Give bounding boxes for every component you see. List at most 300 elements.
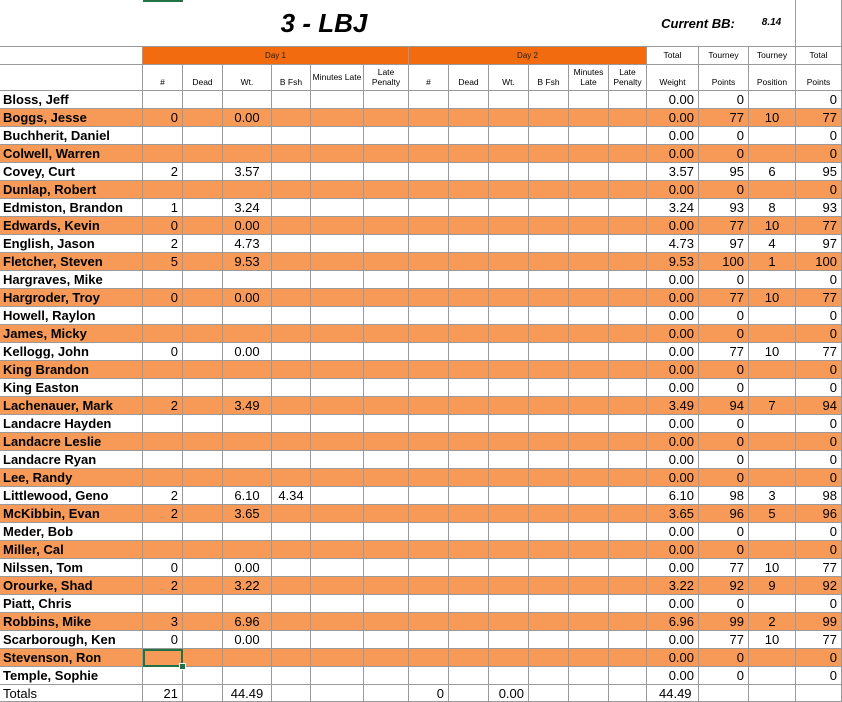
dead-cell[interactable] <box>183 145 223 163</box>
total-weight-cell[interactable]: 0.00 <box>647 379 699 397</box>
total-points-cell[interactable]: 99 <box>796 613 842 631</box>
late-penalty-cell-day2[interactable] <box>609 451 647 469</box>
minutes-late-cell[interactable] <box>311 91 364 109</box>
fish-count-day2[interactable] <box>409 559 449 577</box>
dead-cell[interactable] <box>183 343 223 361</box>
big-fish-cell[interactable] <box>272 631 311 649</box>
big-fish-cell-day2[interactable] <box>529 649 569 667</box>
tourney-points-cell[interactable]: 92 <box>699 577 749 595</box>
minutes-late-cell-day2[interactable] <box>569 181 609 199</box>
weight-cell-day2[interactable] <box>489 325 529 343</box>
late-penalty-cell[interactable] <box>364 667 409 685</box>
tourney-points-cell[interactable]: 0 <box>699 595 749 613</box>
fish-count-day2[interactable] <box>409 397 449 415</box>
totals-fish-count-day2[interactable]: 0 <box>409 685 449 702</box>
minutes-late-cell[interactable] <box>311 649 364 667</box>
minutes-late-cell-day2[interactable] <box>569 325 609 343</box>
late-penalty-cell[interactable] <box>364 649 409 667</box>
big-fish-cell[interactable] <box>272 541 311 559</box>
weight-cell[interactable]: 0.00 <box>223 631 272 649</box>
fish-count-day2[interactable] <box>409 271 449 289</box>
fish-count[interactable]: 2 <box>143 235 183 253</box>
weight-cell-day2[interactable] <box>489 361 529 379</box>
late-penalty-cell-day2[interactable] <box>609 487 647 505</box>
fish-count-day2[interactable] <box>409 541 449 559</box>
tourney-points-cell[interactable]: 99 <box>699 613 749 631</box>
weight-cell-day2[interactable] <box>489 163 529 181</box>
minutes-late-cell-day2[interactable] <box>569 649 609 667</box>
big-fish-cell[interactable] <box>272 559 311 577</box>
tourney-position-cell[interactable]: 5 <box>749 505 796 523</box>
total-points-cell[interactable]: 97 <box>796 235 842 253</box>
weight-cell[interactable]: 3.65 <box>223 505 272 523</box>
total-weight-cell[interactable]: 0.00 <box>647 559 699 577</box>
weight-cell-day2[interactable] <box>489 235 529 253</box>
fish-count-day2[interactable] <box>409 217 449 235</box>
total-weight-cell[interactable]: 0.00 <box>647 217 699 235</box>
big-fish-cell[interactable] <box>272 523 311 541</box>
weight-cell[interactable]: 0.00 <box>223 343 272 361</box>
tourney-position-cell[interactable] <box>749 469 796 487</box>
big-fish-cell[interactable] <box>272 433 311 451</box>
dead-cell-day2[interactable] <box>449 649 489 667</box>
player-name[interactable]: Miller, Cal <box>0 541 143 559</box>
big-fish-cell[interactable] <box>272 343 311 361</box>
fish-count[interactable]: 0 <box>143 217 183 235</box>
fish-count-day2[interactable] <box>409 667 449 685</box>
total-points-cell[interactable]: 0 <box>796 325 842 343</box>
minutes-late-cell-day2[interactable] <box>569 199 609 217</box>
tourney-position-cell[interactable]: 9 <box>749 577 796 595</box>
late-penalty-cell[interactable] <box>364 559 409 577</box>
tourney-points-cell[interactable]: 0 <box>699 451 749 469</box>
minutes-late-cell[interactable] <box>311 451 364 469</box>
fish-count-day2[interactable] <box>409 307 449 325</box>
late-penalty-cell[interactable] <box>364 613 409 631</box>
current-bb-value[interactable]: 8.14 <box>748 0 796 47</box>
tourney-position-cell[interactable] <box>749 325 796 343</box>
dead-cell[interactable] <box>183 667 223 685</box>
tourney-position-cell[interactable] <box>749 451 796 469</box>
tourney-points-cell[interactable]: 77 <box>699 289 749 307</box>
big-fish-cell-day2[interactable] <box>529 253 569 271</box>
late-penalty-cell-day2[interactable] <box>609 271 647 289</box>
dead-cell[interactable] <box>183 541 223 559</box>
col-header-minutes-late-day2[interactable]: Minutes Late <box>569 65 609 91</box>
total-points-cell[interactable]: 0 <box>796 145 842 163</box>
tourney-position-cell[interactable]: 10 <box>749 109 796 127</box>
minutes-late-cell[interactable] <box>311 595 364 613</box>
big-fish-cell[interactable] <box>272 379 311 397</box>
dead-cell-day2[interactable] <box>449 541 489 559</box>
total-weight-cell[interactable]: 3.57 <box>647 163 699 181</box>
big-fish-cell-day2[interactable] <box>529 397 569 415</box>
dead-cell-day2[interactable] <box>449 163 489 181</box>
empty-cell[interactable] <box>796 0 842 47</box>
weight-cell-day2[interactable] <box>489 595 529 613</box>
tourney-points-cell[interactable]: 77 <box>699 343 749 361</box>
dead-cell[interactable] <box>183 307 223 325</box>
tourney-points-cell[interactable]: 77 <box>699 217 749 235</box>
minutes-late-cell-day2[interactable] <box>569 145 609 163</box>
player-name[interactable]: Bloss, Jeff <box>0 91 143 109</box>
minutes-late-cell[interactable] <box>311 667 364 685</box>
weight-cell[interactable]: 4.73 <box>223 235 272 253</box>
big-fish-cell-day2[interactable] <box>529 631 569 649</box>
tourney-points-cell[interactable]: 0 <box>699 649 749 667</box>
dead-cell-day2[interactable] <box>449 487 489 505</box>
big-fish-cell[interactable]: 4.34 <box>272 487 311 505</box>
big-fish-cell-day2[interactable] <box>529 577 569 595</box>
late-penalty-cell-day2[interactable] <box>609 361 647 379</box>
total-weight-cell[interactable]: 3.24 <box>647 199 699 217</box>
fish-count[interactable] <box>143 325 183 343</box>
dead-cell[interactable] <box>183 595 223 613</box>
tourney-position-cell[interactable]: 7 <box>749 397 796 415</box>
fish-count-day2[interactable] <box>409 433 449 451</box>
weight-cell[interactable]: 6.96 <box>223 613 272 631</box>
tourney-position-cell[interactable] <box>749 541 796 559</box>
fish-count-day2[interactable] <box>409 523 449 541</box>
fish-count-day2[interactable] <box>409 163 449 181</box>
total-points-cell[interactable]: 0 <box>796 649 842 667</box>
weight-cell-day2[interactable] <box>489 307 529 325</box>
empty-cell[interactable] <box>569 685 609 702</box>
empty-cell[interactable] <box>609 685 647 702</box>
empty-cell[interactable] <box>272 685 311 702</box>
big-fish-cell-day2[interactable] <box>529 595 569 613</box>
fish-count[interactable]: 2 <box>143 163 183 181</box>
late-penalty-cell[interactable] <box>364 469 409 487</box>
dead-cell[interactable] <box>183 415 223 433</box>
weight-cell-day2[interactable] <box>489 505 529 523</box>
big-fish-cell-day2[interactable] <box>529 361 569 379</box>
late-penalty-cell[interactable] <box>364 451 409 469</box>
big-fish-cell[interactable] <box>272 325 311 343</box>
tourney-position-cell[interactable]: 10 <box>749 559 796 577</box>
big-fish-cell-day2[interactable] <box>529 667 569 685</box>
late-penalty-cell-day2[interactable] <box>609 199 647 217</box>
fish-count[interactable] <box>143 271 183 289</box>
late-penalty-cell-day2[interactable] <box>609 91 647 109</box>
fish-count[interactable]: 0 <box>143 559 183 577</box>
big-fish-cell-day2[interactable] <box>529 307 569 325</box>
minutes-late-cell-day2[interactable] <box>569 613 609 631</box>
weight-cell[interactable] <box>223 325 272 343</box>
total-weight-cell[interactable]: 0.00 <box>647 361 699 379</box>
dead-cell[interactable] <box>183 451 223 469</box>
weight-cell-day2[interactable] <box>489 145 529 163</box>
dead-cell-day2[interactable] <box>449 91 489 109</box>
weight-cell[interactable] <box>223 415 272 433</box>
totals-weight[interactable]: 44.49 <box>223 685 272 702</box>
fish-count[interactable] <box>143 145 183 163</box>
minutes-late-cell-day2[interactable] <box>569 631 609 649</box>
dead-cell-day2[interactable] <box>449 127 489 145</box>
tourney-points-cell[interactable]: 0 <box>699 325 749 343</box>
dead-cell[interactable] <box>183 181 223 199</box>
weight-cell[interactable] <box>223 145 272 163</box>
weight-cell[interactable] <box>223 667 272 685</box>
total-points-cell[interactable]: 0 <box>796 469 842 487</box>
dead-cell[interactable] <box>183 361 223 379</box>
minutes-late-cell-day2[interactable] <box>569 343 609 361</box>
total-weight-cell[interactable]: 3.49 <box>647 397 699 415</box>
minutes-late-cell-day2[interactable] <box>569 217 609 235</box>
big-fish-cell[interactable] <box>272 667 311 685</box>
tourney-position-cell[interactable] <box>749 91 796 109</box>
big-fish-cell-day2[interactable] <box>529 523 569 541</box>
minutes-late-cell-day2[interactable] <box>569 577 609 595</box>
total-points-cell[interactable]: 0 <box>796 379 842 397</box>
late-penalty-cell-day2[interactable] <box>609 289 647 307</box>
dead-cell-day2[interactable] <box>449 217 489 235</box>
fish-count-day2[interactable] <box>409 145 449 163</box>
total-points-cell[interactable]: 0 <box>796 541 842 559</box>
tourney-position-group-header[interactable]: Tourney <box>749 47 796 65</box>
total-weight-cell[interactable]: 0.00 <box>647 325 699 343</box>
weight-cell-day2[interactable] <box>489 487 529 505</box>
minutes-late-cell[interactable] <box>311 145 364 163</box>
col-header-weight[interactable]: Wt. <box>223 65 272 91</box>
minutes-late-cell-day2[interactable] <box>569 397 609 415</box>
player-name[interactable]: Fletcher, Steven <box>0 253 143 271</box>
minutes-late-cell[interactable] <box>311 199 364 217</box>
late-penalty-cell[interactable] <box>364 217 409 235</box>
player-name[interactable]: Edwards, Kevin <box>0 217 143 235</box>
late-penalty-cell-day2[interactable] <box>609 145 647 163</box>
big-fish-cell-day2[interactable] <box>529 145 569 163</box>
total-points-cell[interactable]: 77 <box>796 559 842 577</box>
totals-total-weight[interactable]: 44.49 <box>647 685 699 702</box>
late-penalty-cell[interactable] <box>364 109 409 127</box>
minutes-late-cell-day2[interactable] <box>569 271 609 289</box>
minutes-late-cell-day2[interactable] <box>569 667 609 685</box>
total-weight-cell[interactable]: 6.96 <box>647 613 699 631</box>
fish-count-day2[interactable] <box>409 181 449 199</box>
tourney-points-cell[interactable]: 0 <box>699 307 749 325</box>
late-penalty-cell[interactable] <box>364 271 409 289</box>
total-points-cell[interactable]: 0 <box>796 433 842 451</box>
tourney-position-cell[interactable] <box>749 595 796 613</box>
late-penalty-cell-day2[interactable] <box>609 343 647 361</box>
minutes-late-cell[interactable] <box>311 325 364 343</box>
total-points-cell[interactable]: 100 <box>796 253 842 271</box>
big-fish-cell[interactable] <box>272 163 311 181</box>
late-penalty-cell-day2[interactable] <box>609 433 647 451</box>
fish-count-day2[interactable] <box>409 109 449 127</box>
total-weight-cell[interactable]: 0.00 <box>647 307 699 325</box>
dead-cell-day2[interactable] <box>449 451 489 469</box>
total-weight-cell[interactable]: 0.00 <box>647 433 699 451</box>
late-penalty-cell[interactable] <box>364 379 409 397</box>
minutes-late-cell[interactable] <box>311 469 364 487</box>
fish-count[interactable]: 3 <box>143 613 183 631</box>
totals-weight-day2[interactable]: 0.00 <box>489 685 529 702</box>
late-penalty-cell[interactable] <box>364 595 409 613</box>
player-name[interactable]: Scarborough, Ken <box>0 631 143 649</box>
weight-cell[interactable] <box>223 649 272 667</box>
tourney-points-cell[interactable]: 0 <box>699 541 749 559</box>
col-header-total-weight[interactable]: Weight <box>647 65 699 91</box>
fish-count[interactable] <box>143 415 183 433</box>
big-fish-cell[interactable] <box>272 145 311 163</box>
minutes-late-cell-day2[interactable] <box>569 451 609 469</box>
minutes-late-cell[interactable] <box>311 109 364 127</box>
dead-cell[interactable] <box>183 577 223 595</box>
totals-fish-count[interactable]: 21 <box>143 685 183 702</box>
late-penalty-cell-day2[interactable] <box>609 595 647 613</box>
big-fish-cell[interactable] <box>272 577 311 595</box>
dead-cell[interactable] <box>183 199 223 217</box>
total-points-cell[interactable]: 0 <box>796 451 842 469</box>
fish-count-day2[interactable] <box>409 289 449 307</box>
dead-cell-day2[interactable] <box>449 379 489 397</box>
late-penalty-cell-day2[interactable] <box>609 559 647 577</box>
total-weight-cell[interactable]: 6.10 <box>647 487 699 505</box>
tourney-position-cell[interactable] <box>749 145 796 163</box>
fish-count-day2[interactable] <box>409 631 449 649</box>
fish-count-day2[interactable] <box>409 415 449 433</box>
big-fish-cell[interactable] <box>272 649 311 667</box>
dead-cell[interactable] <box>183 505 223 523</box>
big-fish-cell[interactable] <box>272 307 311 325</box>
weight-cell[interactable] <box>223 595 272 613</box>
total-weight-group-header[interactable]: Total <box>647 47 699 65</box>
total-points-cell[interactable]: 94 <box>796 397 842 415</box>
fish-count[interactable]: 0 <box>143 109 183 127</box>
weight-cell-day2[interactable] <box>489 109 529 127</box>
tourney-points-cell[interactable]: 0 <box>699 145 749 163</box>
late-penalty-cell[interactable] <box>364 505 409 523</box>
total-weight-cell[interactable]: 0.00 <box>647 109 699 127</box>
fish-count-day2[interactable] <box>409 379 449 397</box>
minutes-late-cell[interactable] <box>311 577 364 595</box>
fish-count[interactable] <box>143 379 183 397</box>
total-weight-cell[interactable]: 0.00 <box>647 343 699 361</box>
late-penalty-cell[interactable] <box>364 541 409 559</box>
player-name[interactable]: Edmiston, Brandon <box>0 199 143 217</box>
fish-count[interactable]: 5 <box>143 253 183 271</box>
total-points-group-header[interactable]: Total <box>796 47 842 65</box>
fish-count[interactable]: 0 <box>143 289 183 307</box>
dead-cell-day2[interactable] <box>449 145 489 163</box>
late-penalty-cell[interactable] <box>364 325 409 343</box>
tourney-points-cell[interactable]: 77 <box>699 559 749 577</box>
dead-cell-day2[interactable] <box>449 613 489 631</box>
big-fish-cell-day2[interactable] <box>529 217 569 235</box>
minutes-late-cell[interactable] <box>311 163 364 181</box>
dead-cell[interactable] <box>183 523 223 541</box>
minutes-late-cell[interactable] <box>311 379 364 397</box>
total-weight-cell[interactable]: 0.00 <box>647 649 699 667</box>
fish-count[interactable]: 2 <box>143 505 183 523</box>
big-fish-cell[interactable] <box>272 469 311 487</box>
weight-cell-day2[interactable] <box>489 451 529 469</box>
weight-cell[interactable] <box>223 469 272 487</box>
weight-cell-day2[interactable] <box>489 253 529 271</box>
minutes-late-cell[interactable] <box>311 217 364 235</box>
player-name[interactable]: Lee, Randy <box>0 469 143 487</box>
player-name[interactable]: English, Jason <box>0 235 143 253</box>
late-penalty-cell-day2[interactable] <box>609 163 647 181</box>
fill-handle[interactable] <box>179 663 186 670</box>
minutes-late-cell-day2[interactable] <box>569 523 609 541</box>
late-penalty-cell-day2[interactable] <box>609 253 647 271</box>
weight-cell[interactable]: 3.57 <box>223 163 272 181</box>
weight-cell[interactable] <box>223 361 272 379</box>
big-fish-cell-day2[interactable] <box>529 271 569 289</box>
late-penalty-cell[interactable] <box>364 415 409 433</box>
tourney-position-cell[interactable]: 10 <box>749 343 796 361</box>
minutes-late-cell-day2[interactable] <box>569 361 609 379</box>
late-penalty-cell-day2[interactable] <box>609 217 647 235</box>
minutes-late-cell-day2[interactable] <box>569 109 609 127</box>
fish-count-day2[interactable] <box>409 649 449 667</box>
big-fish-cell[interactable] <box>272 361 311 379</box>
minutes-late-cell-day2[interactable] <box>569 433 609 451</box>
weight-cell-day2[interactable] <box>489 523 529 541</box>
col-header-dead[interactable]: Dead <box>183 65 223 91</box>
col-header-weight-day2[interactable]: Wt. <box>489 65 529 91</box>
big-fish-cell[interactable] <box>272 451 311 469</box>
fish-count-day2[interactable] <box>409 487 449 505</box>
dead-cell[interactable] <box>183 127 223 145</box>
big-fish-cell-day2[interactable] <box>529 163 569 181</box>
big-fish-cell[interactable] <box>272 181 311 199</box>
weight-cell[interactable]: 3.24 <box>223 199 272 217</box>
player-name[interactable]: Kellogg, John <box>0 343 143 361</box>
minutes-late-cell[interactable] <box>311 433 364 451</box>
weight-cell[interactable] <box>223 379 272 397</box>
dead-cell-day2[interactable] <box>449 595 489 613</box>
tourney-position-cell[interactable] <box>749 127 796 145</box>
fish-count-day2[interactable] <box>409 343 449 361</box>
late-penalty-cell-day2[interactable] <box>609 667 647 685</box>
minutes-late-cell[interactable] <box>311 523 364 541</box>
late-penalty-cell-day2[interactable] <box>609 631 647 649</box>
player-name[interactable]: Howell, Raylon <box>0 307 143 325</box>
fish-count-day2[interactable] <box>409 469 449 487</box>
tourney-points-cell[interactable]: 0 <box>699 127 749 145</box>
total-weight-cell[interactable]: 4.73 <box>647 235 699 253</box>
weight-cell[interactable]: 0.00 <box>223 109 272 127</box>
late-penalty-cell-day2[interactable] <box>609 109 647 127</box>
big-fish-cell-day2[interactable] <box>529 559 569 577</box>
tourney-position-cell[interactable] <box>749 649 796 667</box>
tourney-points-cell[interactable]: 97 <box>699 235 749 253</box>
weight-cell[interactable] <box>223 271 272 289</box>
weight-cell[interactable] <box>223 433 272 451</box>
tourney-position-cell[interactable] <box>749 181 796 199</box>
late-penalty-cell-day2[interactable] <box>609 649 647 667</box>
tourney-position-cell[interactable] <box>749 271 796 289</box>
empty-cell[interactable] <box>311 685 364 702</box>
tourney-points-cell[interactable]: 77 <box>699 631 749 649</box>
dead-cell[interactable] <box>183 379 223 397</box>
dead-cell[interactable] <box>183 235 223 253</box>
weight-cell[interactable] <box>223 181 272 199</box>
fish-count[interactable]: 1 <box>143 199 183 217</box>
dead-cell[interactable] <box>183 397 223 415</box>
minutes-late-cell[interactable] <box>311 487 364 505</box>
fish-count[interactable] <box>143 433 183 451</box>
col-header-fish-count[interactable]: # <box>143 65 183 91</box>
player-name[interactable]: Buchherit, Daniel <box>0 127 143 145</box>
minutes-late-cell[interactable] <box>311 181 364 199</box>
fish-count-day2[interactable] <box>409 325 449 343</box>
empty-cell[interactable] <box>699 685 749 702</box>
